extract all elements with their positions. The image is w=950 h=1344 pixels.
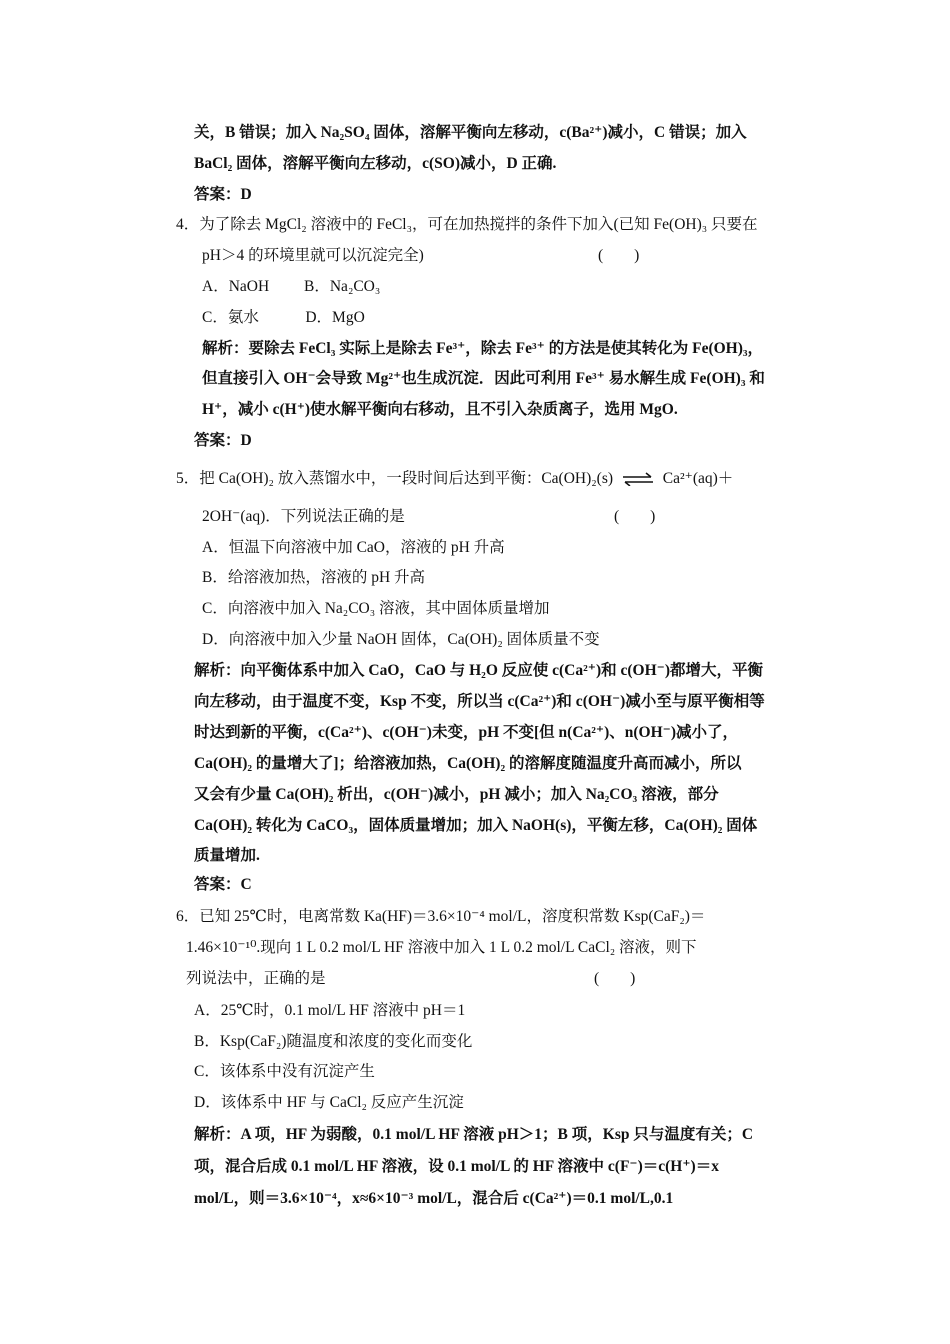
- q5-stem-line-1-right: Ca²⁺(aq)＋: [662, 470, 734, 487]
- q6-stem-line-3: 列说法中，正确的是: [186, 970, 326, 987]
- q6-option-c: C．该体系中没有沉淀产生: [194, 1063, 375, 1080]
- q4-answer-paren: ( ): [598, 247, 640, 264]
- q4-stem-line-2: pH＞4 的环境里就可以沉淀完全): [202, 247, 424, 264]
- q6-stem-line-2: 1.46×10⁻¹⁰.现向 1 L 0.2 mol/L HF 溶液中加入 1 L 0.2 mol/L CaCl₂ 溶液，则下: [186, 939, 697, 956]
- q5-explanation-line-7: 质量增加.: [194, 847, 260, 864]
- q5-explanation-line-2: 向左移动，由于温度不变，Ksp 不变，所以当 c(Ca²⁺)和 c(OH⁻)减小至与原平衡相等: [194, 693, 765, 710]
- q6-option-a: A．25℃时，0.1 mol/L HF 溶液中 pH＝1: [194, 1002, 466, 1019]
- prev-explanation-line-2: BaCl₂ 固体，溶解平衡向左移动，c(SO)减小，D 正确.: [194, 155, 557, 172]
- q5-explanation-line-5: 又会有少量 Ca(OH)₂ 析出，c(OH⁻)减小，pH 减小；加入 Na₂CO₃ 溶液，部分: [194, 786, 719, 803]
- q6-explanation-line-1: 解析：A 项，HF 为弱酸，0.1 mol/L HF 溶液 pH＞1；B 项，Ksp 只与温度有关；C: [194, 1126, 754, 1143]
- q4-options-ab: A．NaOH B．Na₂CO₃: [202, 278, 381, 295]
- q5-explanation-line-1: 解析：向平衡体系中加入 CaO，CaO 与 H₂O 反应使 c(Ca²⁺)和 c(OH⁻)都增大，平衡: [194, 662, 763, 679]
- prev-explanation-line-1: 关，B 错误；加入 Na₂SO₄ 固体，溶解平衡向左移动，c(Ba²⁺)减小，C 错误；加入: [194, 124, 747, 141]
- q6-answer-paren: ( ): [594, 970, 636, 987]
- q5-option-a: A．恒温下向溶液中加 CaO，溶液的 pH 升高: [202, 539, 505, 556]
- q4-stem-line-1: 4．为了除去 MgCl₂ 溶液中的 FeCl₃，可在加热搅拌的条件下加入(已知 Fe(OH)₃ 只要在: [176, 216, 758, 233]
- q5-stem-line-1-left: 5．把 Ca(OH)₂ 放入蒸馏水中，一段时间后达到平衡：Ca(OH)₂(s): [176, 470, 614, 487]
- q6-option-b: B．Ksp(CaF₂)随温度和浓度的变化而变化: [194, 1033, 473, 1050]
- q4-options-cd: C．氨水 D．MgO: [202, 309, 365, 326]
- q5-option-c: C．向溶液中加入 Na₂CO₃ 溶液，其中固体质量增加: [202, 600, 550, 617]
- q5-explanation-line-4: Ca(OH)₂ 的量增大了]；给溶液加热，Ca(OH)₂ 的溶解度随温度升高而减小，所以: [194, 755, 742, 772]
- q4-answer: 答案：D: [194, 432, 252, 449]
- q4-explanation-line-1: 解析：要除去 FeCl₃ 实际上是除去 Fe³⁺，除去 Fe³⁺ 的方法是使其转化为 Fe(OH)₃，: [202, 340, 764, 357]
- q5-stem-line-2: 2OH⁻(aq)．下列说法正确的是: [202, 508, 405, 525]
- q6-stem-line-1: 6．已知 25℃时，电离常数 Ka(HF)＝3.6×10⁻⁴ mol/L，溶度积常数 Ksp(CaF₂)＝: [176, 908, 706, 925]
- q5-answer: 答案：C: [194, 876, 252, 893]
- q5-stem-line-1: [176, 468, 733, 490]
- q5-explanation-line-3: 时达到新的平衡，c(Ca²⁺)、c(OH⁻)未变，pH 不变[但 n(Ca²⁺)、n(OH⁻)减小了，: [194, 724, 739, 741]
- q4-explanation-line-2: 但直接引入 OH⁻会导致 Mg²⁺也生成沉淀．因此可利用 Fe³⁺ 易水解生成 Fe(OH)₃ 和: [202, 370, 765, 387]
- q6-explanation-line-2: 项，混合后成 0.1 mol/L HF 溶液，设 0.1 mol/L 的 HF 溶液中 c(F⁻)＝c(H⁺)＝x: [194, 1158, 719, 1175]
- q5-option-b: B．给溶液加热，溶液的 pH 升高: [202, 569, 426, 586]
- q5-option-d: D．向溶液中加入少量 NaOH 固体，Ca(OH)₂ 固体质量不变: [202, 631, 600, 648]
- q5-answer-paren: ( ): [614, 508, 656, 525]
- q6-explanation-line-3: mol/L，则＝3.6×10⁻⁴，x≈6×10⁻³ mol/L，混合后 c(Ca²⁺)＝0.1 mol/L,0.1: [194, 1190, 674, 1207]
- q4-explanation-line-3: H⁺，减小 c(H⁺)使水解平衡向右移动，且不引入杂质离子，选用 MgO.: [202, 401, 678, 418]
- q6-option-d: D．该体系中 HF 与 CaCl₂ 反应产生沉淀: [194, 1094, 464, 1111]
- q5-explanation-line-6: Ca(OH)₂ 转化为 CaCO₃，固体质量增加；加入 NaOH(s)，平衡左移，Ca(OH)₂ 固体: [194, 817, 758, 834]
- prev-answer: 答案：D: [194, 186, 252, 203]
- equilibrium-arrow-icon: [621, 472, 655, 486]
